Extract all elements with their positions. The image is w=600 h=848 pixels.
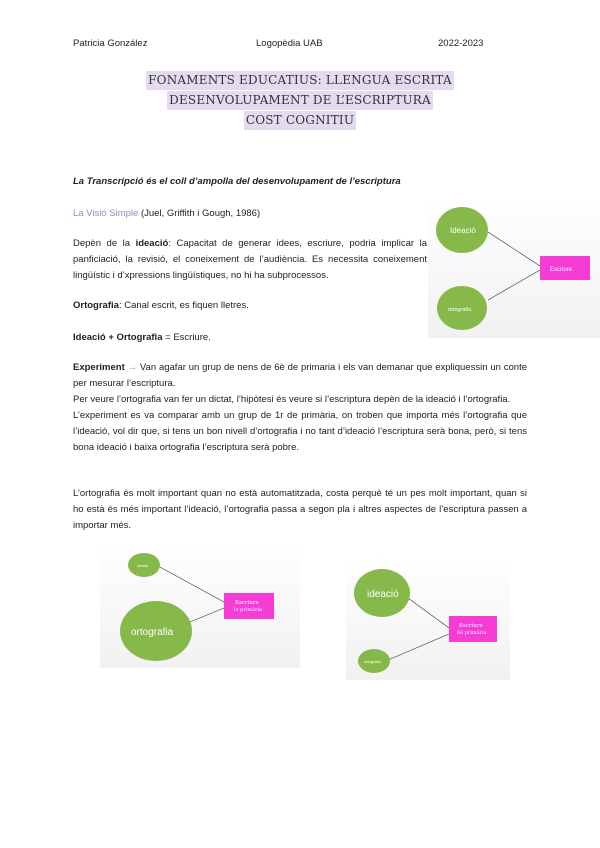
diagram-simple-view xyxy=(428,196,600,338)
simple-view-heading xyxy=(73,206,373,222)
experiment-text-2: Per veure l’ortografia van fer un dictat, l’hipòtesi és veure si l’escriptura depèn de la ideació i l’ortografia. xyxy=(73,394,511,405)
arrow-icon: → xyxy=(124,362,140,373)
title-line-1: FONAMENTS EDUCATIUS: LLENGUA ESCRITA xyxy=(146,71,454,90)
experiment-text-3: L’experiment es va comparar amb un grup de 1r de primària, on troben que importa més l’ortografia que l’ideació, vol dir que, si tens un bon nivell d’ortografia i no tant d’ideació l’escriptura serà bona, però, si tens bona ideació i baixa ortografia l’escriptura serà pobre. xyxy=(73,410,527,453)
ideacio-lead: Depèn de la xyxy=(73,238,136,249)
node-escriure-label-2: 6è primària xyxy=(457,630,487,636)
node-ortografia-label: ortografia xyxy=(448,307,472,313)
formula-terms: Ideació + Ortografia xyxy=(73,332,163,343)
ortografia-term: Ortografia xyxy=(73,300,119,311)
node-escriure-label-2: 1r primària xyxy=(233,607,263,613)
node-escriure xyxy=(449,616,497,642)
node-escriure-label-1: Escriure xyxy=(235,600,259,606)
node-ortografia-small-label: ortografia xyxy=(364,659,381,664)
header-author: Patricia González xyxy=(73,38,148,49)
header-year: 2022-2023 xyxy=(438,38,484,49)
diagram-sixth-grade xyxy=(346,556,510,680)
experiment-line-1 xyxy=(73,360,527,392)
formula-paragraph xyxy=(73,330,413,346)
formula-result: = Escriure. xyxy=(162,332,211,343)
node-escriure-label-1: Escriure xyxy=(459,623,483,629)
node-ortografia-big-label: ortografia xyxy=(131,627,174,638)
ortografia-paragraph xyxy=(73,298,413,314)
node-escriure-label: Escriure xyxy=(550,267,573,273)
header-course: Logopèdia UAB xyxy=(256,38,323,49)
ideacio-term: ideació xyxy=(135,238,169,249)
experiment-text-1: Van agafar un grup de nens de 6è de primaria i els van demanar que expliquessin un conte per mesurar l’escriptura. xyxy=(73,362,527,389)
node-ideacio-small-label: ideació xyxy=(137,564,149,568)
simple-view-citation: (Juel, Griffith i Gough, 1986) xyxy=(138,208,261,219)
ideacio-paragraph xyxy=(73,236,427,284)
title-line-3: COST COGNITIU xyxy=(244,111,356,130)
page-title xyxy=(0,70,600,130)
node-escriure xyxy=(224,593,274,619)
experiment-term: Experiment xyxy=(73,362,125,373)
ortografia-definition: : Canal escrit, es fiquen lletres. xyxy=(118,300,249,311)
node-ideacio-big-label: ideació xyxy=(367,589,399,600)
simple-view-label: La Visió Simple xyxy=(73,208,139,219)
title-line-2: DESENVOLUPAMENT DE L’ESCRIPTURA xyxy=(167,91,433,110)
experiment-paragraph xyxy=(73,360,527,456)
node-ideacio-label: Ideació xyxy=(450,226,476,235)
diagram-first-grade xyxy=(100,540,300,668)
conclusion-paragraph: L’ortografia és molt important quan no està automatitzada, costa perquè té un pes molt important, quan si ho està és més important l’ideació, l’ortografia passa a segon pla i altres aspectes de l’escriptura passen a importar més. xyxy=(73,488,527,531)
ideacio-definition: : Capacitat de generar idees, escriure, podria implicar la panficiació, la revisió, el coneixement de l’audiència. Es necessita coneixement lingüístic i d’xpressions lingüístiques, no hi ha subprocessos. xyxy=(73,238,427,281)
section-subtitle: La Transcripció és el coll d’ampolla del desenvolupament de l’escriptura xyxy=(73,176,401,187)
